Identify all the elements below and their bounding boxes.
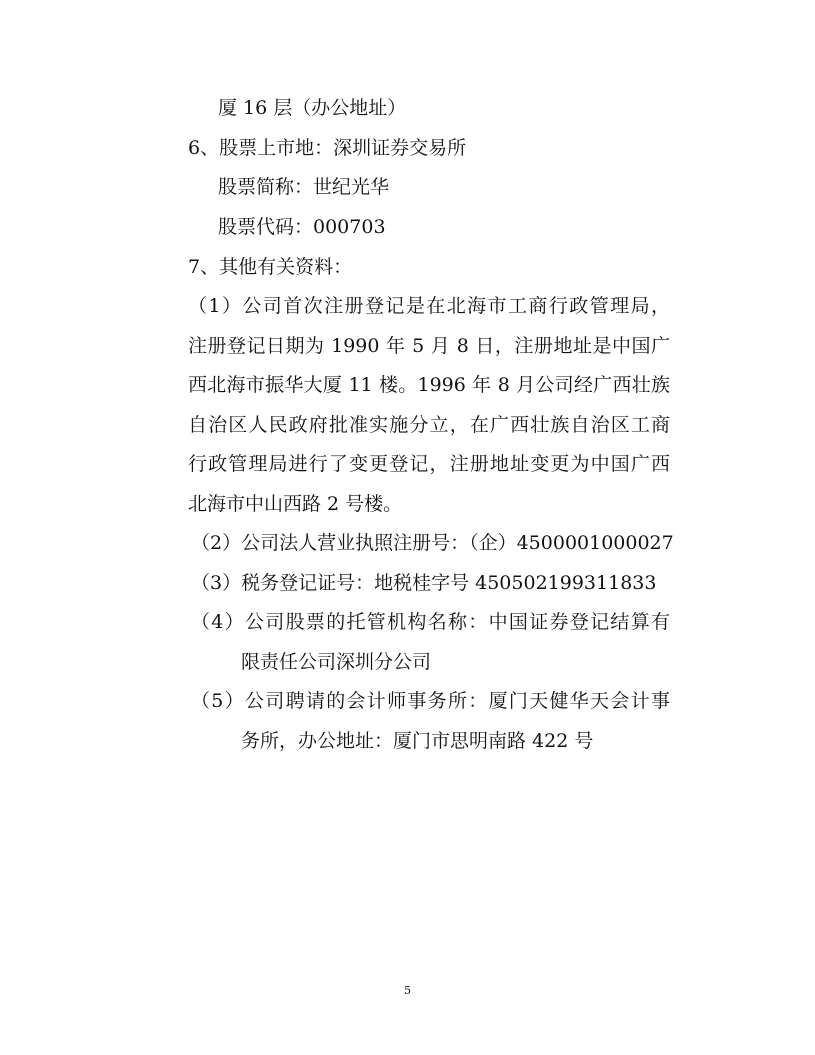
paragraph-1-line-5: 行政管理局进行了变更登记，注册地址变更为中国广西 [188,453,670,475]
tax-registration-number: （3）税务登记证号：地税桂字号 450502199311833 [191,572,657,594]
paragraph-1-line-4: 自治区人民政府批准实施分立，在广西壮族自治区工商 [188,414,670,436]
paragraph-1-line-2: 注册登记日期为 1990 年 5 月 8 日，注册地址是中国广 [188,335,670,357]
stock-short-name: 股票简称：世纪光华 [218,176,390,198]
paragraph-1-line-3: 西北海市振华大厦 11 楼。1996 年 8 月公司经广西壮族 [188,374,670,396]
custody-institution-line-2: 限责任公司深圳分公司 [241,651,432,673]
stock-code: 股票代码：000703 [218,216,386,238]
custody-institution-line-1: （4）公司股票的托管机构名称：中国证券登记结算有 [191,611,670,633]
accounting-firm-line-2: 务所，办公地址：厦门市思明南路 422 号 [241,730,594,752]
item-6-stock-exchange: 6、股票上市地：深圳证券交易所 [188,137,467,159]
business-license-number: （2）公司法人营业执照注册号：（企）4500001000027 [191,532,674,554]
paragraph-1-line-1: （1）公司首次注册登记是在北海市工商行政管理局， [188,295,670,317]
address-continuation: 厦 16 层（办公地址） [218,97,407,119]
item-7-heading: 7、其他有关资料： [188,256,353,278]
accounting-firm-line-1: （5）公司聘请的会计师事务所：厦门天健华天会计事 [191,690,670,712]
paragraph-1-line-6: 北海市中山西路 2 号楼。 [188,493,403,515]
page-number: 5 [404,984,411,997]
